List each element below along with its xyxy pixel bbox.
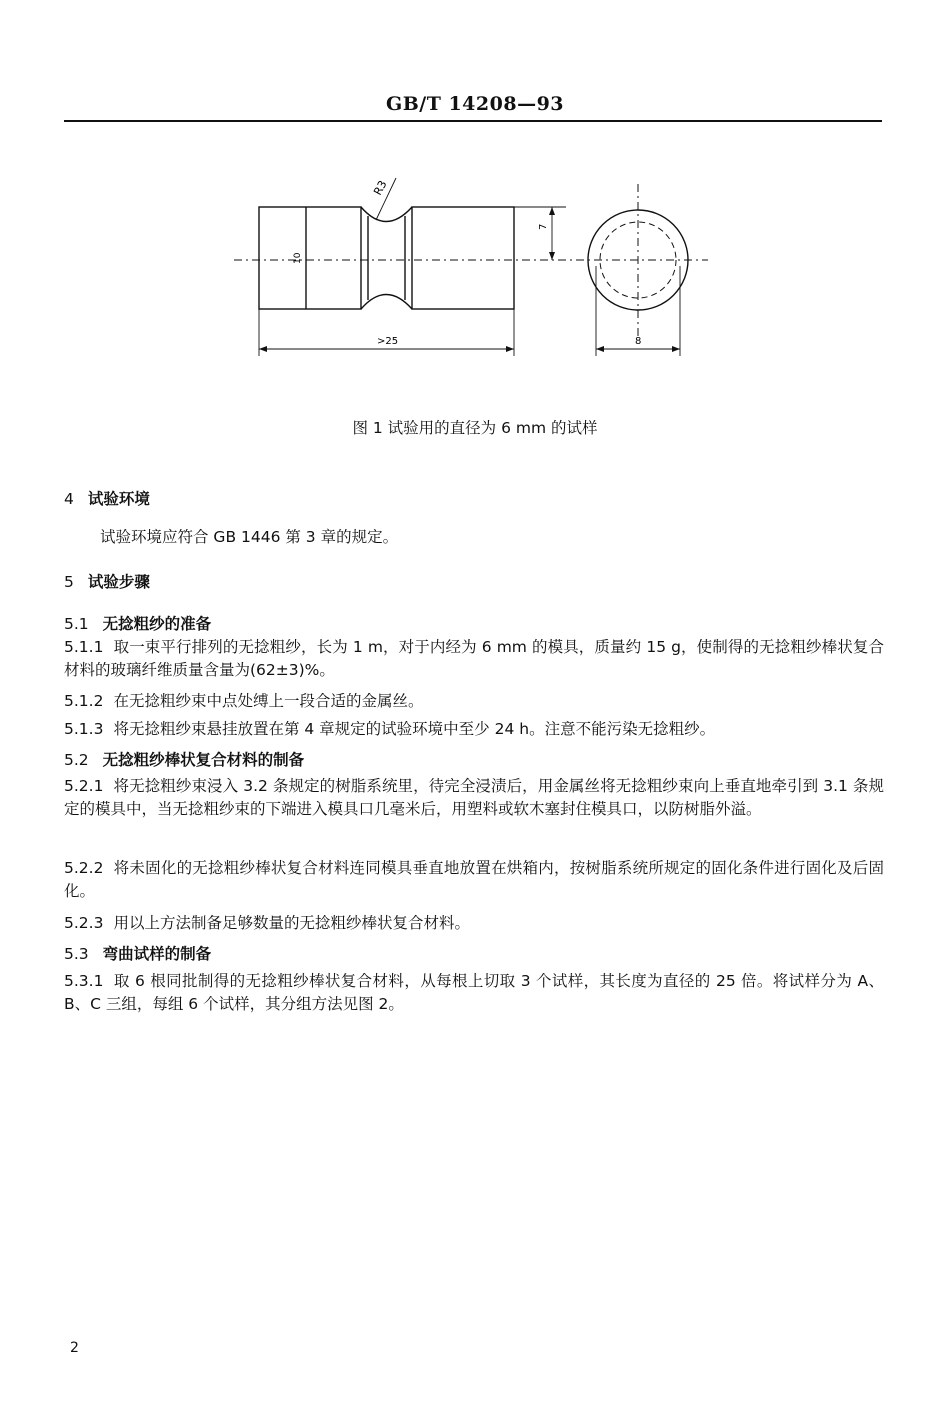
clause-number: 5.1.3 [64, 720, 104, 738]
length-dimension-label: >25 [377, 336, 399, 347]
clause-number: 5.3.1 [64, 972, 104, 990]
section-5-heading [64, 570, 150, 592]
clause-5-2-2 [64, 857, 884, 903]
clause-number: 5.2.3 [64, 914, 104, 932]
clause-number: 5.2.1 [64, 777, 104, 795]
clause-text: 用以上方法制备足够数量的无捻粗纱棒状复合材料。 [113, 914, 470, 932]
left-block-outline [259, 207, 361, 309]
clause-5-2-3 [64, 912, 884, 935]
clause-text: 将无捻粗纱束浸入 3.2 条规定的树脂系统里，待完全浸渍后，用金属丝将无捻粗纱束向上垂直地牵引到 3.1 条规定的模具中，当无捻粗纱束的下端进入模具口几毫米后，用塑料或软木塞封住模具口，以防树脂外溢。 [64, 777, 884, 818]
section-title: 试验环境 [87, 490, 150, 508]
section-title: 无捻粗纱棒状复合材料的制备 [102, 751, 305, 769]
section-title: 无捻粗纱的准备 [102, 615, 212, 633]
header-rule [64, 120, 882, 122]
clause-5-1-3 [64, 718, 884, 741]
height-dimension-label: 10 [293, 252, 303, 264]
clause-text: 在无捻粗纱束中点处缚上一段合适的金属丝。 [113, 692, 424, 710]
clause-text: 将未固化的无捻粗纱棒状复合材料连同模具垂直地放置在烘箱内，按树脂系统所规定的固化条件进行固化及后固化。 [64, 859, 884, 900]
section-5-2-heading [64, 748, 304, 770]
right-block-outline [412, 207, 514, 309]
section-number: 5 [64, 573, 74, 591]
clause-5-3-1 [64, 970, 884, 1016]
clause-text: 将无捻粗纱束悬挂放置在第 4 章规定的试验环境中至少 24 h。注意不能污染无捻粗纱。 [113, 720, 716, 738]
section-4-heading [64, 487, 150, 509]
section-number: 5.1 [64, 615, 89, 633]
clause-number: 5.1.2 [64, 692, 104, 710]
figure-caption: 图 1 试验用的直径为 6 mm 的试样 [352, 419, 598, 437]
clause-5-1-1 [64, 636, 884, 682]
diameter-dimension-label: 8 [635, 336, 642, 347]
section-number: 5.3 [64, 945, 89, 963]
section-number: 4 [64, 490, 74, 508]
clause-number: 5.1.1 [64, 638, 104, 656]
standard-number-header: GB/T 14208—93 [385, 93, 565, 115]
clause-text: 取 6 根同批制得的无捻粗纱棒状复合材料，从每根上切取 3 个试样，其长度为直径的 25 倍。将试样分为 A、B、C 三组，每组 6 个试样，其分组方法见图 2。 [64, 972, 884, 1013]
section-title: 试验步骤 [87, 573, 150, 591]
section-5-1-heading [64, 612, 211, 634]
clause-5-2-1 [64, 775, 884, 821]
figure-1-specimen-drawing [230, 176, 720, 376]
specimen-drawing-svg [230, 176, 720, 376]
section-number: 5.2 [64, 751, 89, 769]
section-title: 弯曲试样的制备 [102, 945, 212, 963]
section-4-text: 试验环境应符合 GB 1446 第 3 章的规定。 [100, 528, 399, 546]
half-dimension-label: 7 [538, 223, 549, 230]
clause-5-1-2 [64, 690, 884, 713]
clause-number: 5.2.2 [64, 859, 104, 877]
clause-text: 取一束平行排列的无捻粗纱，长为 1 m，对于内经为 6 mm 的模具，质量约 15 g，使制得的无捻粗纱棒状复合材料的玻璃纤维质量含量为(62±3)%。 [64, 638, 884, 679]
radius-dimension-label: R3 [371, 178, 390, 198]
page-number: 2 [70, 1340, 79, 1356]
section-5-3-heading [64, 942, 211, 964]
